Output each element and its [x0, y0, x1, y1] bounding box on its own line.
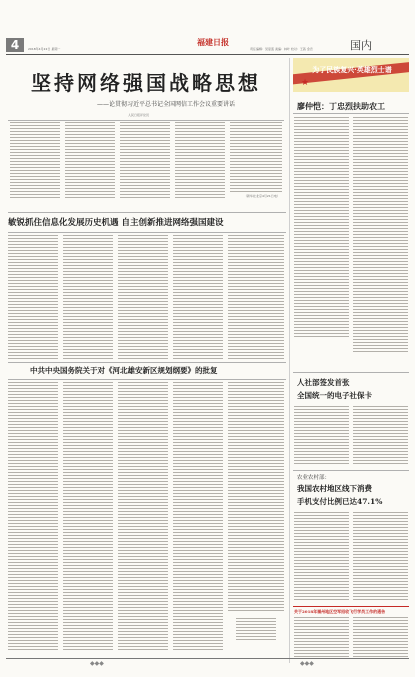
notice-body-col-2 [353, 617, 408, 657]
story-three-top-rule [8, 362, 286, 363]
banner-star-icon: ★ [301, 78, 310, 88]
header-rule [6, 54, 409, 55]
editor-line: 责任编辑：吴爱莲 美编：林叶 校对：王茜 金忠 [250, 47, 313, 51]
section-title: 国内 [350, 39, 372, 52]
sidebar-headline-rule [293, 113, 409, 114]
story-two-col-3 [118, 235, 168, 359]
page-number: 4 [10, 38, 20, 52]
story-two-col-2 [63, 235, 113, 359]
story-three-signature [236, 618, 276, 642]
sidebar-headline: 廖仲恺：丁忠烈扶助农工 [297, 101, 385, 111]
story-four-body-col-1 [294, 406, 349, 466]
story-five-body-col-1 [294, 512, 349, 600]
story-three-col-1 [8, 382, 58, 652]
footer-ornament-right: ◆◆◆ [300, 660, 314, 667]
sidebar-divider [289, 58, 290, 663]
story-three-col-2 [63, 382, 113, 652]
banner-title: 为了民族复兴·英雄烈士谱 [312, 65, 392, 74]
story-two-col-5 [228, 235, 284, 359]
story-two-rule [8, 232, 286, 233]
notice-title: 关于2018年福州地区空军招收飞行学员工作的通告 [294, 609, 386, 614]
notice-top-rule [293, 606, 409, 607]
lead-body-col-1 [10, 122, 60, 200]
sidebar-banner [293, 58, 409, 92]
story-five-kicker: 农业农村部： [297, 475, 331, 481]
lead-rule [8, 120, 284, 121]
story-three-col-4 [173, 382, 223, 652]
story-five-top-rule [293, 470, 409, 471]
lead-body-col-5 [230, 122, 282, 192]
lead-body-col-4 [175, 122, 225, 200]
story-four-headline-2: 全国统一的电子社保卡 [297, 391, 372, 400]
footer-ornament-left: ◆◆◆ [90, 660, 104, 667]
story-three-rule [8, 379, 286, 380]
lead-source-note: （新华社北京4月21日电） [244, 194, 280, 198]
sidebar-body-col-1 [294, 117, 349, 339]
story-three-headline: 中共中央国务院关于对《河北雄安新区规划纲要》的批复 [30, 366, 218, 375]
masthead: 福建日报 [197, 37, 229, 47]
story-four-headline-1: 人社部签发首张 [297, 378, 350, 387]
lead-headline: 坚持网络强国战略思想 [31, 71, 261, 95]
notice-body-col-1 [294, 617, 349, 657]
story-five-headline-1: 我国农村地区线下消费 [297, 484, 372, 493]
lead-body-col-3 [120, 122, 170, 200]
story-four-top-rule [293, 372, 409, 373]
lead-story [8, 70, 284, 205]
story-five-body-col-2 [353, 512, 408, 600]
story-two-headline: 敏锐抓住信息化发展历史机遇 自主创新推进网络强国建设 [8, 218, 224, 228]
footer-rule [6, 658, 409, 659]
date-line: 2018年4月22日 星期一 [28, 47, 61, 51]
story-five-headline-2: 手机支付比例已达47.1% [297, 497, 383, 506]
story-two-col-4 [173, 235, 223, 359]
sidebar-body-col-2 [353, 117, 408, 352]
lead-subhead: ——论贯彻习近平总书记全国网信工作会议重要讲话 [96, 101, 235, 108]
story-four-body-col-2 [353, 406, 408, 466]
lead-byline: 人民日报评论员 [128, 113, 150, 117]
story-three-col-5 [228, 382, 284, 612]
lead-bottom-rule [8, 212, 286, 213]
story-two-col-1 [8, 235, 58, 359]
story-three-col-3 [118, 382, 168, 652]
lead-body-col-2 [65, 122, 115, 200]
